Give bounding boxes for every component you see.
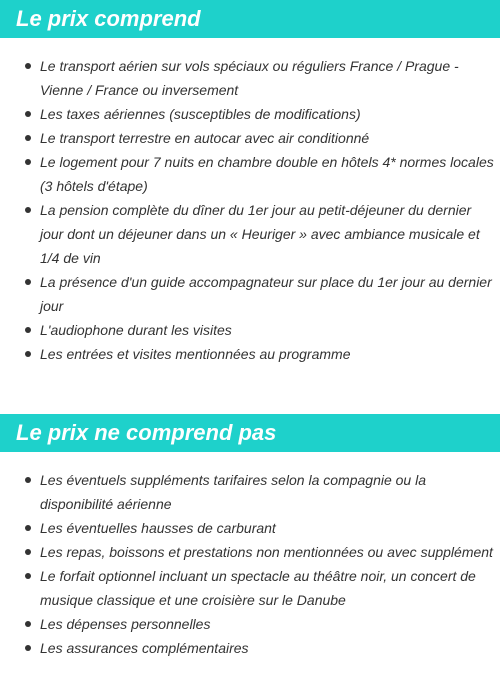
list-item (0, 468, 500, 516)
excluded-section-title: Le prix ne comprend pas (0, 414, 500, 452)
bullet-icon (25, 207, 31, 213)
bullet-icon (25, 525, 31, 531)
list-item-text: La pension complète du dîner du 1er jour au petit-déjeuner du dernier jour dont un déjeuner dans un « Heuriger » avec ambiance musicale et 1/4 de vin (40, 202, 480, 266)
list-item (0, 342, 500, 366)
list-item (0, 270, 500, 318)
list-item-text: Les entrées et visites mentionnées au programme (40, 346, 351, 362)
bullet-icon (25, 111, 31, 117)
bullet-icon (25, 351, 31, 357)
bullet-icon (25, 549, 31, 555)
bullet-icon (25, 135, 31, 141)
list-item (0, 318, 500, 342)
list-item (0, 198, 500, 270)
list-item (0, 540, 500, 564)
list-item-text: L'audiophone durant les visites (40, 322, 232, 338)
bullet-icon (25, 279, 31, 285)
list-item (0, 564, 500, 612)
list-item (0, 102, 500, 126)
list-item-text: La présence d'un guide accompagnateur sur place du 1er jour au dernier jour (40, 274, 492, 314)
bullet-icon (25, 477, 31, 483)
list-item-text: Le transport aérien sur vols spéciaux ou réguliers France / Prague - Vienne / France ou inversement (40, 58, 459, 98)
list-item-text: Les assurances complémentaires (40, 640, 249, 656)
list-item-text: Le logement pour 7 nuits en chambre double en hôtels 4* normes locales (3 hôtels d'étape) (40, 154, 494, 194)
list-item (0, 150, 500, 198)
list-item (0, 126, 500, 150)
list-item-text: Les taxes aériennes (susceptibles de modifications) (40, 106, 361, 122)
list-item (0, 636, 500, 660)
bullet-icon (25, 621, 31, 627)
bullet-icon (25, 159, 31, 165)
list-item (0, 516, 500, 540)
list-item (0, 54, 500, 102)
list-item-text: Le transport terrestre en autocar avec air conditionné (40, 130, 370, 146)
included-section-title: Le prix comprend (0, 0, 500, 38)
list-item-text: Le forfait optionnel incluant un spectacle au théâtre noir, un concert de musique classique et une croisière sur le Danube (40, 568, 476, 608)
list-item-text: Les repas, boissons et prestations non mentionnées ou avec supplément (40, 544, 493, 560)
list-item (0, 612, 500, 636)
excluded-list (0, 468, 500, 660)
list-item-text: Les éventuelles hausses de carburant (40, 520, 276, 536)
bullet-icon (25, 63, 31, 69)
list-item-text: Les éventuels suppléments tarifaires selon la compagnie ou la disponibilité aérienne (40, 472, 427, 512)
bullet-icon (25, 327, 31, 333)
included-list (0, 54, 500, 366)
bullet-icon (25, 573, 31, 579)
list-item-text: Les dépenses personnelles (40, 616, 211, 632)
bullet-icon (25, 645, 31, 651)
